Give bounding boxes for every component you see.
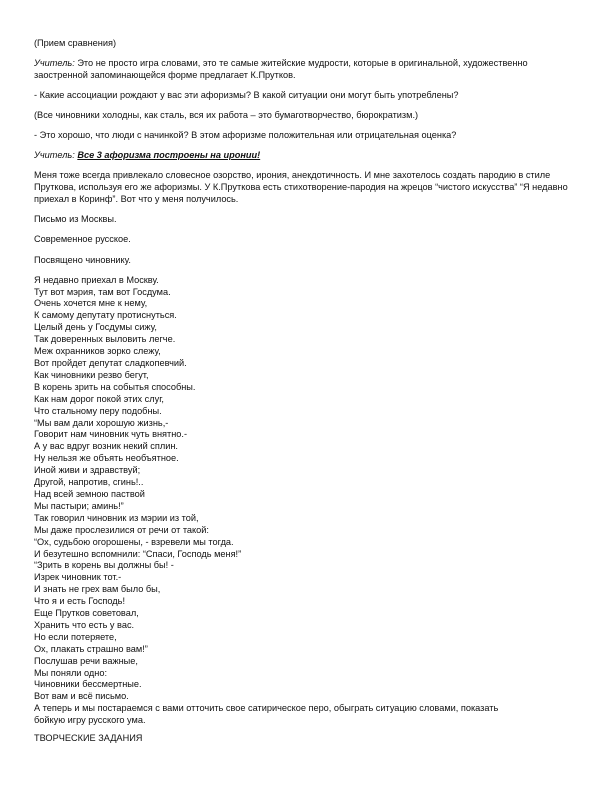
poem-line: Мы даже прослезилися от речи от такой: [34, 524, 209, 535]
emphasis-text: Все 3 афоризма построены на иронии! [77, 150, 261, 161]
poem-line: Мы пастыри; аминь!” [34, 500, 124, 511]
paragraph-technique: (Прием сравнения) [34, 38, 117, 48]
poem-line: Я недавно приехал в Москву. [34, 274, 159, 285]
poem-line: Изрек чиновник тот.- [34, 572, 122, 583]
paragraph-text: Это не просто игра словами, это те самые житейские мудрости, которые в оригинальной, художественно заостренной запоминающейся форме предлагает К.Прутков. [34, 58, 528, 80]
poem-line: Что я и есть Господь! [34, 596, 125, 607]
poem-line: И безутешно вспомнили: “Спаси, Господь меня!” [34, 548, 242, 559]
poem-subtitle: Современное русское. [34, 234, 131, 245]
poem-line: Очень хочется мне к нему, [34, 298, 148, 309]
paragraph-teacher-irony [34, 150, 578, 162]
poem-line: Мы поняли одно: [34, 667, 107, 678]
poem-line: Ох, плакать страшно вам!” [34, 643, 148, 654]
poem-line: Еще Прутков советовал, [34, 608, 139, 619]
poem-dedication: Посвящено чиновнику. [34, 254, 131, 265]
paragraph-parody-intro: Меня тоже всегда привлекало словесное озорство, ирония, анекдотичность. И мне захотелось создать пародию в стиле Пруткова, используя его же афоризмы. У К.Пруткова есть стихотворение-пародия на жрецов “чистого искусства” “Я недавно приехал в Коринф”. Вот что у меня получилось. [34, 170, 568, 205]
poem-line: Тут вот мэрия, там вот Госдума. [34, 286, 171, 297]
poem-line: А теперь и мы постараемся с вами отточить свое сатирическое перо, обыграть ситуацию словами, показать [34, 703, 499, 714]
poem-line: Говорит нам чиновник чуть внятно.- [34, 429, 188, 440]
poem-line: Меж охранников зорко слежу, [34, 346, 161, 357]
poem-line: Как нам дорог покой этих слуг, [34, 393, 164, 404]
poem-line: Иной живи и здравствуй; [34, 465, 141, 476]
poem-line: бойкую игру русского ума. [34, 715, 146, 726]
poem-body [34, 275, 578, 727]
poem-line: Так доверенных выловить легче. [34, 334, 176, 345]
poem-line: К самому депутату протиснуться. [34, 310, 177, 321]
poem-line: И знать не грех вам было бы, [34, 584, 161, 595]
section-heading-creative-tasks: ТВОРЧЕСКИЕ ЗАДАНИЯ [34, 733, 143, 744]
poem-line: Что стальному перу подобны. [34, 405, 162, 416]
poem-line: В корень зрить на событья способны. [34, 381, 196, 392]
speaker-label: Учитель: [34, 150, 75, 161]
poem-line: “Мы вам дали хорошую жизнь,- [34, 417, 169, 428]
poem-line: Но если потеряете, [34, 631, 117, 642]
poem-line: Вот пройдет депутат сладкопевчий. [34, 358, 187, 368]
paragraph-answer-officials: (Все чиновники холодны, как сталь, вся их работа – это бумаготворчество, бюрократизм.) [34, 110, 419, 121]
poem-line: Над всей земною паствой [34, 488, 145, 499]
paragraph-question-associations: - Какие ассоциации рождают у вас эти афоризмы? В какой ситуации они могут быть употреблены? [34, 90, 459, 101]
poem-line: А у вас вдруг возник некий сплин. [34, 441, 178, 452]
poem-line: Другой, напротив, сгинь!.. [34, 477, 144, 488]
poem-line: “Ох, судьбою огорошены, - взревели мы тогда. [34, 536, 234, 547]
poem-line: Как чиновники резво бегут, [34, 369, 149, 380]
document-page [34, 38, 578, 753]
poem-line: Хранить что есть у вас. [34, 619, 135, 630]
poem-line: Ну нельзя же объять необъятное. [34, 453, 179, 464]
poem-line: Послушав речи важные, [34, 655, 138, 666]
paragraph-teacher-intro [34, 58, 578, 82]
paragraph-question-stuffing: - Это хорошо, что люди с начинкой? В этом афоризме положительная или отрицательная оценка? [34, 130, 457, 141]
poem-line: “Зрить в корень вы должны бы! - [34, 560, 174, 571]
poem-line: Целый день у Госдумы сижу, [34, 322, 157, 333]
poem-line: Вот вам и всё письмо. [34, 691, 129, 702]
poem-line: Чиновники бессмертные. [34, 679, 142, 690]
speaker-label: Учитель: [34, 58, 75, 69]
poem-line: Так говорил чиновник из мэрии из той, [34, 512, 199, 523]
poem-title: Письмо из Москвы. [34, 214, 117, 225]
